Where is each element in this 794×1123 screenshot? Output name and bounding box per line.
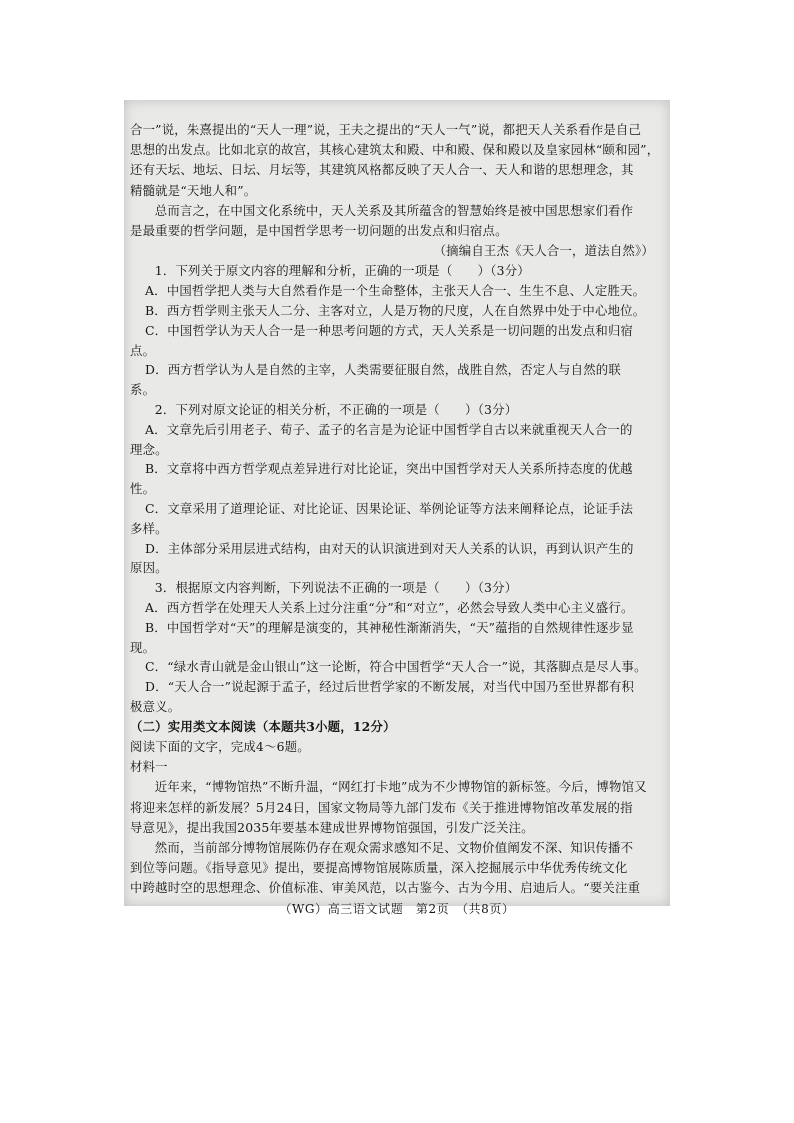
- option-line: B．文章将中西方哲学观点差异进行对比论证，突出中国哲学对天人关系所持态度的优越: [145, 461, 633, 477]
- page-text: [130, 120, 664, 919]
- option-line: 点。: [130, 342, 156, 358]
- material-label: 材料一: [130, 759, 168, 775]
- question-stem: 1．下列关于原文内容的理解和分析，正确的一项是（ ）（3分）: [154, 263, 530, 279]
- text-line: 近年来，“博物馆热”不断升温，“网红打卡地”成为不少博物馆的新标签。今后，博物馆又: [154, 779, 647, 795]
- option-line: D．西方哲学认为人是自然的主宰，人类需要征服自然，战胜自然，否定人与自然的联: [145, 362, 621, 378]
- option-line: 理念。: [130, 441, 168, 457]
- source-citation: （摘编自王杰《天人合一，道法自然》）: [433, 243, 654, 259]
- instruction-line: 阅读下面的文字，完成4～6题。: [130, 738, 310, 754]
- option-line: A．文章先后引用老子、荀子、孟子的名言是为论证中国哲学自古以来就重视天人合一的: [145, 421, 633, 437]
- option-line: 多样。: [130, 520, 168, 536]
- text-line: 然而，当前部分博物馆展陈仍存在观众需求感知不足、文物价值阐发不深、知识传播不: [154, 839, 634, 855]
- option-line: 性。: [130, 481, 156, 497]
- option-line: D．主体部分采用层进式结构，由对天的认识演进到对天人关系的认识，再到认识产生的: [145, 540, 634, 556]
- page-footer: （WG）高三语文试题 第2页 （共8页）: [279, 901, 515, 916]
- text-line: 精髓就是“天地人和”。: [130, 182, 257, 198]
- text-line: 思想的出发点。比如北京的故宫，其核心建筑太和殿、中和殿、保和殿以及皇家园林“颐和园”，: [130, 142, 660, 158]
- option-line: A．中国哲学把人类与大自然看作是一个生命整体，主张天人合一、生生不息、人定胜天。: [145, 283, 646, 299]
- text-line: 将迎来怎样的新发展？5月24日，国家文物局等九部门发布《关于推进博物馆改革发展的指: [130, 799, 633, 815]
- text-line: 中跨越时空的思想理念、价值标准、审美风范，以古鉴今、古为今用、启迪后人。“要关注重: [130, 880, 641, 896]
- text-line: 总而言之，在中国文化系统中，天人关系及其所蕴含的智慧始终是被中国思想家们看作: [154, 202, 634, 218]
- option-line: B．西方哲学则主张天人二分、主客对立，人是万物的尺度，人在自然界中处于中心地位。: [145, 303, 646, 319]
- option-line: C．文章采用了道理论证、对比论证、因果论证、举例论证等方法来阐释论点，论证手法: [145, 500, 634, 516]
- option-line: C．中国哲学认为天人合一是一种思考问题的方式，天人关系是一切问题的出发点和归宿: [145, 322, 634, 338]
- option-line: 现。: [130, 639, 156, 655]
- option-line: B．中国哲学对“天”的理解是演变的，其神秘性渐渐消失，“天”蕴指的自然规律性逐步显: [145, 619, 634, 635]
- option-line: A．西方哲学在处理天人关系上过分注重“分”和“对立”，必然会导致人类中心主义盛行。: [145, 599, 634, 615]
- option-line: 极意义。: [130, 698, 181, 714]
- section-heading: （二）实用类文本阅读（本题共3小题，12分）: [130, 718, 396, 734]
- text-line: 还有天坛、地坛、日坛、月坛等，其建筑风格都反映了天人合一、天人和谐的思想理念，其: [130, 162, 634, 178]
- option-line: D．“天人合一”说起源于孟子，经过后世哲学家的不断发展，对当代中国乃至世界都有积: [145, 679, 635, 695]
- exam-page: [124, 100, 670, 916]
- text-line: 导意见》，提出我国2035年要基本建成世界博物馆强国，引发广泛关注。: [130, 819, 534, 835]
- question-stem: 2．下列对原文论证的相关分析，不正确的一项是（ ）（3分）: [154, 402, 518, 417]
- question-stem: 3．根据原文内容判断，下列说法不正确的一项是（ ）（3分）: [154, 580, 518, 596]
- option-line: 原因。: [130, 560, 168, 576]
- option-line: 系。: [130, 382, 156, 398]
- text-line: 是最重要的哲学问题，是中国哲学思考一切问题的出发点和归宿点。: [130, 223, 508, 239]
- option-line: C．“绿水青山就是金山银山”这一论断，符合中国哲学“天人合一”说，其落脚点是尽人事。: [145, 659, 647, 675]
- text-line: 合一”说，朱熹提出的“天人一理”说，王夫之提出的“天人一气”说，都把天人关系看作是自己: [130, 122, 642, 137]
- text-line: 到位等问题。《指导意见》提出，要提高博物馆展陈质量，深入挖掘展示中华优秀传统文化: [130, 860, 628, 876]
